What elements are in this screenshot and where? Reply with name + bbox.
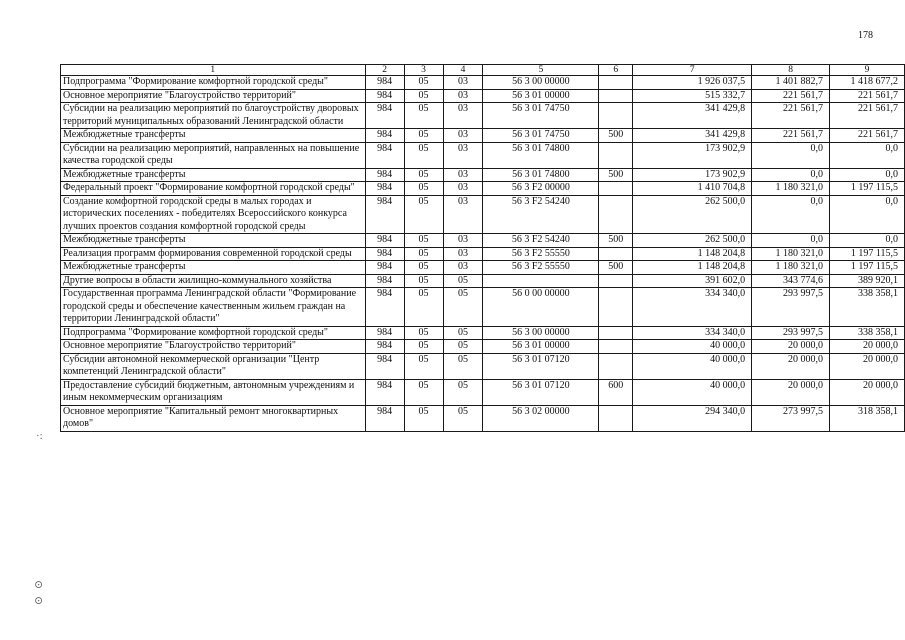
row-name: Реализация программ формирования современной городской среды <box>61 247 366 261</box>
cell-vr <box>599 182 633 196</box>
cell-rz: 05 <box>404 353 443 379</box>
page-number: 178 <box>858 30 873 41</box>
table-row <box>61 405 905 431</box>
budget-table <box>60 64 905 432</box>
table-row <box>61 234 905 248</box>
cell-rz: 05 <box>404 234 443 248</box>
cell-pr: 05 <box>443 274 483 288</box>
cell-csr: 56 3 01 74800 <box>483 168 599 182</box>
cell-sum-2: 0,0 <box>752 234 830 248</box>
cell-rz: 05 <box>404 379 443 405</box>
cell-csr: 56 3 02 00000 <box>483 405 599 431</box>
cell-sum-2: 273 997,5 <box>752 405 830 431</box>
cell-rz: 05 <box>404 182 443 196</box>
cell-sum-3: 1 197 115,5 <box>830 247 905 261</box>
cell-vr <box>599 89 633 103</box>
cell-pr: 03 <box>443 195 483 234</box>
row-name: Межбюджетные трансферты <box>61 129 366 143</box>
cell-gr: 984 <box>365 340 404 354</box>
header-row <box>61 65 905 76</box>
cell-rz: 05 <box>404 340 443 354</box>
cell-sum-1: 262 500,0 <box>633 195 752 234</box>
cell-rz: 05 <box>404 326 443 340</box>
cell-pr: 03 <box>443 234 483 248</box>
table-row <box>61 379 905 405</box>
cell-sum-2: 221 561,7 <box>752 89 830 103</box>
cell-pr: 03 <box>443 142 483 168</box>
row-name: Основное мероприятие "Благоустройство территорий" <box>61 89 366 103</box>
cell-sum-3: 0,0 <box>830 195 905 234</box>
cell-rz: 05 <box>404 261 443 275</box>
cell-sum-1: 294 340,0 <box>633 405 752 431</box>
row-name: Субсидии автономной некоммерческой организации "Центр компетенций Ленинградской области" <box>61 353 366 379</box>
row-name: Государственная программа Ленинградской области "Формирование городской среды и обеспечение качественным жильем граждан на территории Ленинградской области" <box>61 288 366 327</box>
cell-gr: 984 <box>365 168 404 182</box>
cell-vr <box>599 353 633 379</box>
cell-gr: 984 <box>365 379 404 405</box>
column-header: 6 <box>599 65 633 76</box>
cell-sum-3: 1 418 677,2 <box>830 76 905 90</box>
cell-csr: 56 3 01 00000 <box>483 340 599 354</box>
table-row <box>61 195 905 234</box>
cell-pr: 05 <box>443 379 483 405</box>
cell-sum-2: 0,0 <box>752 195 830 234</box>
cell-sum-3: 221 561,7 <box>830 129 905 143</box>
cell-vr: 500 <box>599 234 633 248</box>
cell-vr <box>599 195 633 234</box>
cell-gr: 984 <box>365 76 404 90</box>
cell-pr: 03 <box>443 89 483 103</box>
row-name: Основное мероприятие "Благоустройство территорий" <box>61 340 366 354</box>
cell-sum-2: 20 000,0 <box>752 340 830 354</box>
cell-gr: 984 <box>365 247 404 261</box>
cell-sum-2: 293 997,5 <box>752 326 830 340</box>
table-row <box>61 274 905 288</box>
table-row <box>61 103 905 129</box>
cell-rz: 05 <box>404 195 443 234</box>
cell-vr: 500 <box>599 129 633 143</box>
cell-sum-2: 1 180 321,0 <box>752 182 830 196</box>
row-name: Основное мероприятие "Капитальный ремонт многоквартирных домов" <box>61 405 366 431</box>
cell-sum-3: 0,0 <box>830 168 905 182</box>
cell-csr: 56 3 01 00000 <box>483 89 599 103</box>
cell-rz: 05 <box>404 405 443 431</box>
cell-sum-3: 318 358,1 <box>830 405 905 431</box>
cell-vr: 500 <box>599 168 633 182</box>
row-name: Межбюджетные трансферты <box>61 168 366 182</box>
table-row <box>61 326 905 340</box>
cell-rz: 05 <box>404 142 443 168</box>
column-header: 9 <box>830 65 905 76</box>
table-row <box>61 76 905 90</box>
margin-stamp-icon: ⊙ <box>34 579 44 591</box>
cell-vr <box>599 274 633 288</box>
column-header: 4 <box>443 65 483 76</box>
cell-gr: 984 <box>365 405 404 431</box>
cell-sum-1: 173 902,9 <box>633 142 752 168</box>
cell-gr: 984 <box>365 142 404 168</box>
row-name: Другие вопросы в области жилищно-коммунального хозяйства <box>61 274 366 288</box>
cell-pr: 03 <box>443 129 483 143</box>
cell-sum-1: 1 410 704,8 <box>633 182 752 196</box>
table-row <box>61 353 905 379</box>
cell-rz: 05 <box>404 274 443 288</box>
cell-sum-3: 338 358,1 <box>830 288 905 327</box>
table-row <box>61 261 905 275</box>
cell-csr: 56 3 F2 54240 <box>483 195 599 234</box>
column-header: 1 <box>61 65 366 76</box>
column-header: 5 <box>483 65 599 76</box>
cell-sum-1: 515 332,7 <box>633 89 752 103</box>
cell-pr: 03 <box>443 103 483 129</box>
cell-sum-3: 389 920,1 <box>830 274 905 288</box>
cell-pr: 03 <box>443 182 483 196</box>
cell-gr: 984 <box>365 274 404 288</box>
cell-gr: 984 <box>365 103 404 129</box>
cell-rz: 05 <box>404 103 443 129</box>
row-name: Межбюджетные трансферты <box>61 261 366 275</box>
cell-sum-2: 1 401 882,7 <box>752 76 830 90</box>
cell-csr <box>483 274 599 288</box>
cell-csr: 56 3 01 07120 <box>483 353 599 379</box>
cell-vr <box>599 340 633 354</box>
row-name: Субсидии на реализацию мероприятий, направленных на повышение качества городской среды <box>61 142 366 168</box>
cell-gr: 984 <box>365 353 404 379</box>
cell-rz: 05 <box>404 76 443 90</box>
cell-gr: 984 <box>365 288 404 327</box>
cell-sum-2: 221 561,7 <box>752 129 830 143</box>
cell-sum-3: 1 197 115,5 <box>830 261 905 275</box>
margin-scan-mark: ·: <box>36 430 43 442</box>
cell-csr: 56 3 F2 00000 <box>483 182 599 196</box>
table-row <box>61 168 905 182</box>
cell-gr: 984 <box>365 89 404 103</box>
cell-csr: 56 0 00 00000 <box>483 288 599 327</box>
cell-vr <box>599 247 633 261</box>
cell-gr: 984 <box>365 234 404 248</box>
row-name: Федеральный проект "Формирование комфортной городской среды" <box>61 182 366 196</box>
table-row <box>61 182 905 196</box>
cell-sum-1: 334 340,0 <box>633 326 752 340</box>
cell-vr: 500 <box>599 261 633 275</box>
row-name: Предоставление субсидий бюджетным, автономным учреждениям и иным некоммерческим организациям <box>61 379 366 405</box>
cell-gr: 984 <box>365 182 404 196</box>
cell-sum-2: 20 000,0 <box>752 353 830 379</box>
row-name: Подпрограмма "Формирование комфортной городской среды" <box>61 326 366 340</box>
cell-vr <box>599 103 633 129</box>
table-row <box>61 247 905 261</box>
cell-sum-3: 1 197 115,5 <box>830 182 905 196</box>
cell-csr: 56 3 01 74750 <box>483 129 599 143</box>
cell-vr <box>599 288 633 327</box>
cell-sum-1: 1 148 204,8 <box>633 247 752 261</box>
margin-stamp-icon: ⊙ <box>34 595 44 607</box>
cell-pr: 03 <box>443 261 483 275</box>
cell-sum-3: 338 358,1 <box>830 326 905 340</box>
cell-sum-2: 343 774,6 <box>752 274 830 288</box>
cell-rz: 05 <box>404 288 443 327</box>
cell-sum-2: 293 997,5 <box>752 288 830 327</box>
cell-gr: 984 <box>365 326 404 340</box>
cell-pr: 05 <box>443 353 483 379</box>
cell-sum-1: 341 429,8 <box>633 103 752 129</box>
table-row <box>61 129 905 143</box>
cell-vr <box>599 326 633 340</box>
cell-sum-2: 20 000,0 <box>752 379 830 405</box>
cell-gr: 984 <box>365 261 404 275</box>
cell-sum-2: 0,0 <box>752 142 830 168</box>
row-name: Создание комфортной городской среды в малых городах и исторических поселениях - победителях Всероссийского конкурса лучших проектов создания комфортной городской среды <box>61 195 366 234</box>
cell-sum-1: 40 000,0 <box>633 340 752 354</box>
cell-pr: 03 <box>443 76 483 90</box>
cell-csr: 56 3 F2 54240 <box>483 234 599 248</box>
cell-gr: 984 <box>365 129 404 143</box>
cell-vr <box>599 142 633 168</box>
cell-sum-3: 20 000,0 <box>830 340 905 354</box>
cell-vr <box>599 405 633 431</box>
row-name: Субсидии на реализацию мероприятий по благоустройству дворовых территорий муниципальных образований Ленинградской области <box>61 103 366 129</box>
table-row <box>61 340 905 354</box>
cell-sum-1: 334 340,0 <box>633 288 752 327</box>
cell-sum-2: 0,0 <box>752 168 830 182</box>
row-name: Подпрограмма "Формирование комфортной городской среды" <box>61 76 366 90</box>
cell-pr: 03 <box>443 247 483 261</box>
cell-sum-1: 391 602,0 <box>633 274 752 288</box>
table-body <box>61 65 905 432</box>
cell-sum-1: 262 500,0 <box>633 234 752 248</box>
cell-csr: 56 3 01 74750 <box>483 103 599 129</box>
table-row <box>61 89 905 103</box>
cell-pr: 05 <box>443 405 483 431</box>
cell-gr: 984 <box>365 195 404 234</box>
row-name: Межбюджетные трансферты <box>61 234 366 248</box>
cell-sum-2: 1 180 321,0 <box>752 261 830 275</box>
cell-sum-1: 341 429,8 <box>633 129 752 143</box>
cell-rz: 05 <box>404 129 443 143</box>
cell-rz: 05 <box>404 89 443 103</box>
cell-csr: 56 3 00 00000 <box>483 326 599 340</box>
cell-pr: 03 <box>443 168 483 182</box>
cell-sum-3: 0,0 <box>830 234 905 248</box>
cell-sum-2: 1 180 321,0 <box>752 247 830 261</box>
cell-rz: 05 <box>404 168 443 182</box>
cell-pr: 05 <box>443 326 483 340</box>
cell-sum-1: 1 148 204,8 <box>633 261 752 275</box>
cell-pr: 05 <box>443 288 483 327</box>
column-header: 3 <box>404 65 443 76</box>
cell-sum-1: 173 902,9 <box>633 168 752 182</box>
cell-sum-3: 20 000,0 <box>830 353 905 379</box>
cell-csr: 56 3 F2 55550 <box>483 247 599 261</box>
cell-sum-3: 20 000,0 <box>830 379 905 405</box>
cell-sum-1: 1 926 037,5 <box>633 76 752 90</box>
cell-csr: 56 3 01 74800 <box>483 142 599 168</box>
table-row <box>61 142 905 168</box>
cell-rz: 05 <box>404 247 443 261</box>
cell-vr: 600 <box>599 379 633 405</box>
column-header: 2 <box>365 65 404 76</box>
cell-sum-3: 221 561,7 <box>830 89 905 103</box>
cell-sum-1: 40 000,0 <box>633 353 752 379</box>
cell-pr: 05 <box>443 340 483 354</box>
column-header: 7 <box>633 65 752 76</box>
cell-csr: 56 3 01 07120 <box>483 379 599 405</box>
cell-vr <box>599 76 633 90</box>
column-header: 8 <box>752 65 830 76</box>
cell-sum-1: 40 000,0 <box>633 379 752 405</box>
cell-sum-3: 0,0 <box>830 142 905 168</box>
cell-csr: 56 3 00 00000 <box>483 76 599 90</box>
cell-sum-3: 221 561,7 <box>830 103 905 129</box>
cell-sum-2: 221 561,7 <box>752 103 830 129</box>
table-row <box>61 288 905 327</box>
cell-csr: 56 3 F2 55550 <box>483 261 599 275</box>
